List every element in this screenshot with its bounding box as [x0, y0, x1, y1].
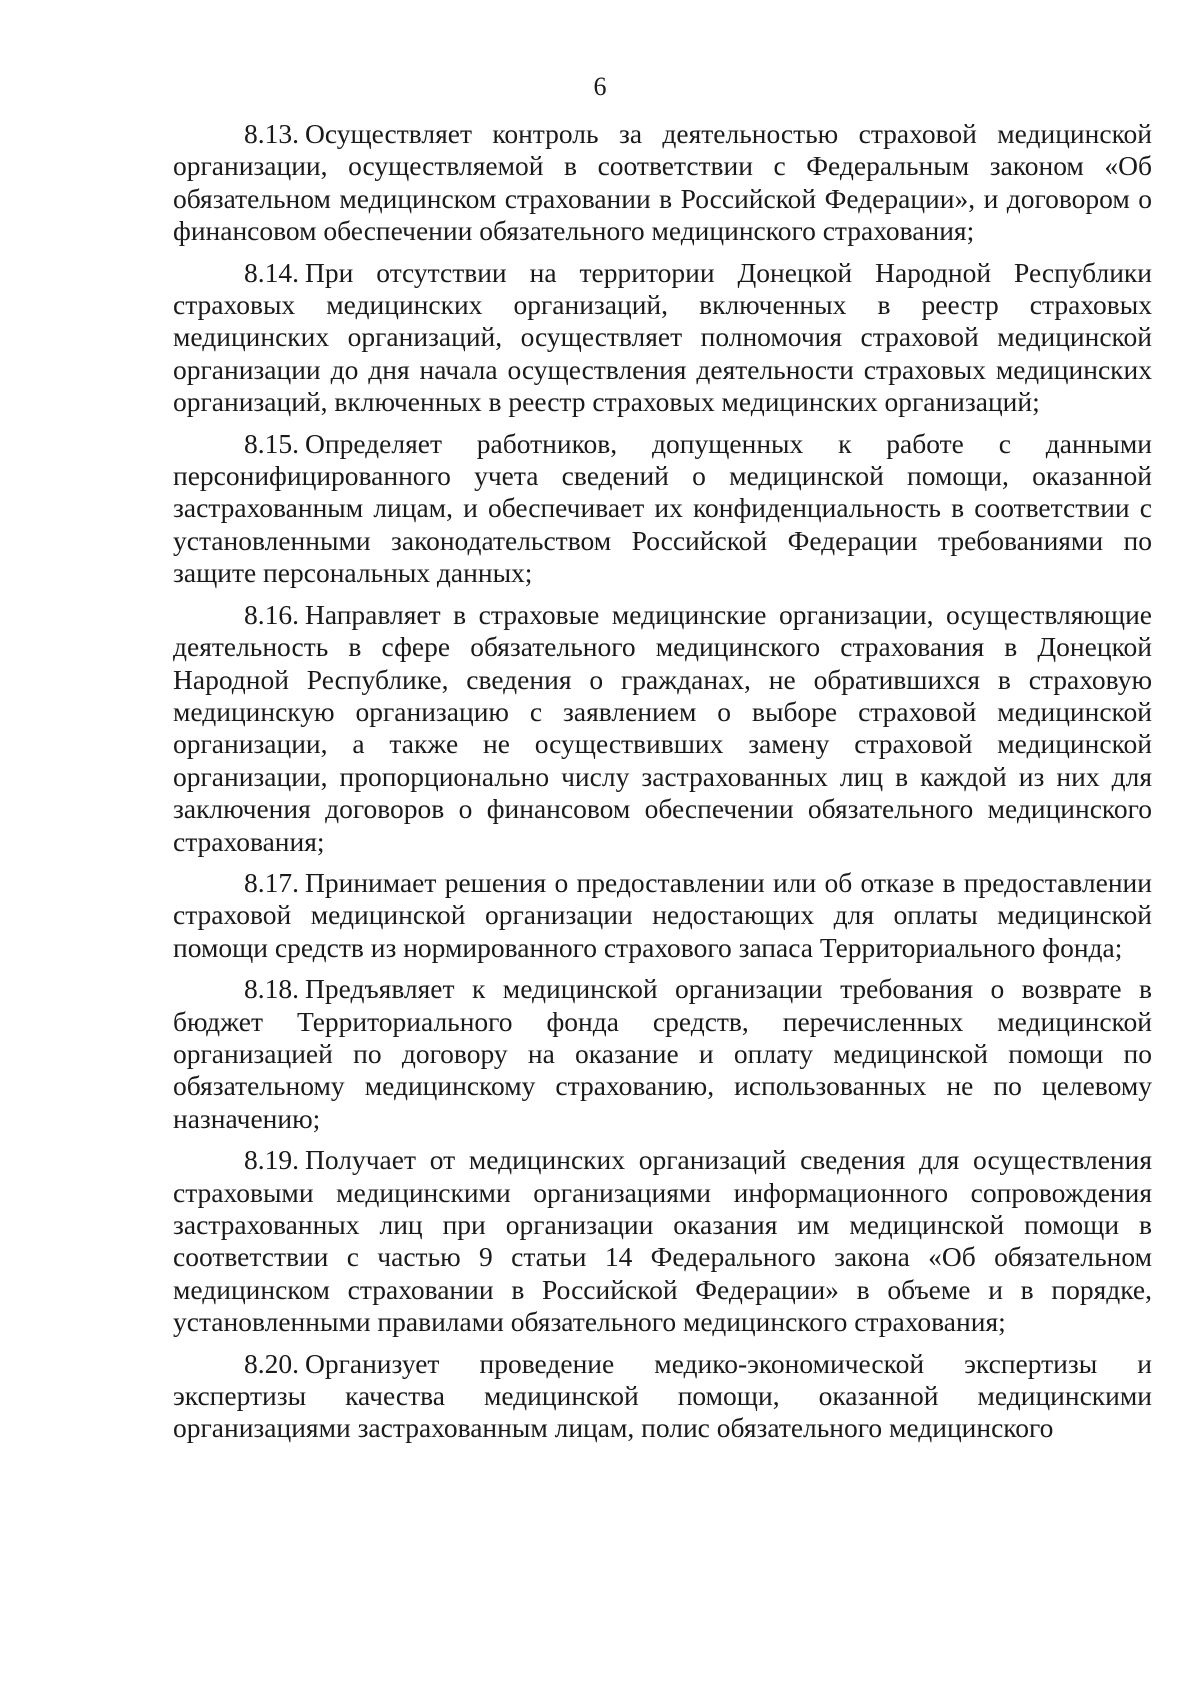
paragraph-8-13 — [173, 118, 1152, 248]
paragraph-number: 8.15. — [244, 427, 299, 459]
paragraph-8-19 — [173, 1144, 1152, 1338]
paragraph-8-17 — [173, 867, 1152, 964]
paragraph-text: Направляет в страховые медицинские организации, осуществляющие деятельность в сфере обязательного медицинского страхования в Донецкой Народной Республике, сведения о гражданах, не обратившихся в страховую медицинскую организацию с заявлением о выборе страховой медицинской организации, а также не осуществивших замену страховой медицинской организации, пропорционально числу застрахованных лиц в каждой из них для заключения договоров о финансовом обеспечении обязательного медицинского страхования; — [173, 598, 1152, 857]
paragraph-text: Принимает решения о предоставлении или об отказе в предоставлении страховой медицинской организации недостающих для оплаты медицинской помощи средств из нормированного страхового запаса Территориального фонда; — [173, 866, 1152, 963]
paragraph-8-15 — [173, 428, 1152, 590]
paragraph-number: 8.19. — [244, 1144, 299, 1176]
paragraph-number: 8.17. — [244, 866, 299, 898]
document-body — [173, 118, 1152, 1454]
page-number: 6 — [593, 72, 607, 101]
paragraph-text: При отсутствии на территории Донецкой Народной Республики страховых медицинских организаций, включенных в реестр страховых медицинских организаций, осуществляет полномочия страховой медицинской организации до дня начала осуществления деятельности страховых медицинских организаций, включенных в реестр страховых медицинских организаций; — [173, 256, 1152, 418]
paragraph-number: 8.16. — [244, 598, 299, 630]
paragraph-text: Организует проведение медико-экономической экспертизы и экспертизы качества медицинской помощи, оказанной медицинскими организациями застрахованным лицам, полис обязательного медицинского — [173, 1347, 1152, 1444]
paragraph-number: 8.18. — [244, 973, 299, 1005]
paragraph-8-14 — [173, 257, 1152, 419]
paragraph-text: Предъявляет к медицинской организации требования о возврате в бюджет Территориального фонда средств, перечисленных медицинской организацией по договору на оказание и оплату медицинской помощи по обязательному медицинскому страхованию, использованных не по целевому назначению; — [173, 973, 1152, 1134]
paragraph-number: 8.20. — [244, 1347, 299, 1379]
paragraph-8-20 — [173, 1348, 1152, 1445]
paragraph-text: Определяет работников, допущенных к работе с данными персонифицированного учета сведений о медицинской помощи, оказанной застрахованным лицам, и обеспечивает их конфиденциальность в соответствии с установленными законодательством Российской Федерации требованиями по защите персональных данных; — [173, 427, 1152, 589]
paragraph-number: 8.13. — [244, 118, 299, 149]
paragraph-text: Осуществляет контроль за деятельностью страховой медицинской организации, осуществляемой в соответствии с Федеральным законом «Об обязательном медицинском страховании в Российской Федерации», и договором о финансовом обеспечении обязательного медицинского страхования; — [173, 118, 1152, 247]
paragraph-number: 8.14. — [244, 256, 299, 288]
paragraph-8-18 — [173, 973, 1152, 1135]
paragraph-8-16 — [173, 599, 1152, 858]
paragraph-text: Получает от медицинских организаций сведения для осуществления страховыми медицинскими организациями информационного сопровождения застрахованных лиц при организации оказания им медицинской помощи в соответствии с частью 9 статьи 14 Федерального закона «Об обязательном медицинском страховании в Российской Федерации» в объеме и в порядке, установленными правилами обязательного медицинского страхования; — [173, 1144, 1152, 1338]
